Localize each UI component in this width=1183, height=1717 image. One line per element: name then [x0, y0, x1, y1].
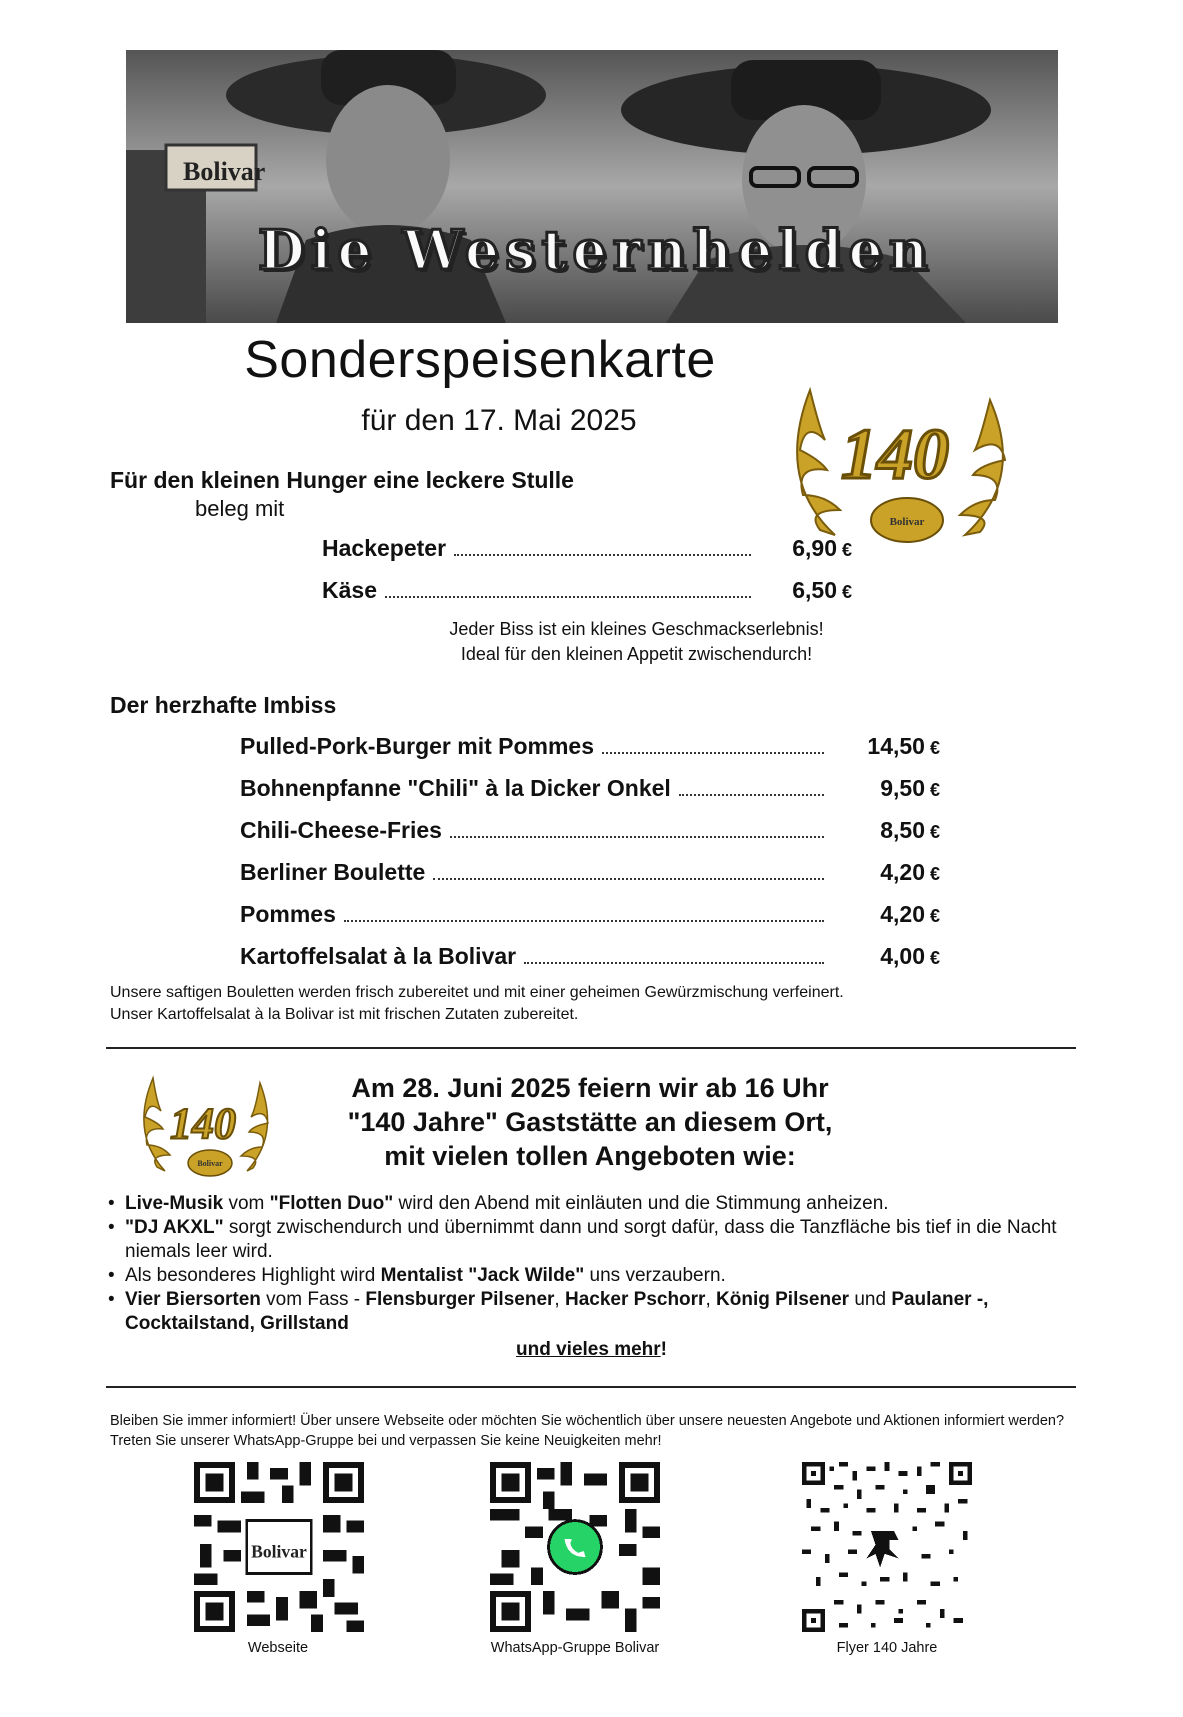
info-text: Bleiben Sie immer informiert! Über unsere Webseite oder möchten Sie wöchentlich über unsere neuesten Angebote und Aktionen informiert werden? Treten Sie unserer WhatsApp-Gruppe bei und verpassen Sie keine Neuigkeiten mehr!: [110, 1413, 1065, 1449]
page-subtitle: für den 17. Mai 2025: [361, 404, 637, 437]
section1-subheading: beleg mit: [195, 496, 285, 521]
banner-image: [126, 50, 1058, 323]
badge-name: Bolivar: [889, 516, 925, 528]
leader-dots: [450, 836, 824, 838]
list-item: • "DJ AKXL" sorgt zwischendurch und übernimmt dann und sorgt dafür, dass die Tanzfläche bis tief in die Nacht niemals leer wird.: [108, 1216, 1068, 1264]
leader-dots: [385, 596, 751, 598]
item-name: Hackepeter: [322, 535, 447, 561]
whatsapp-icon: [549, 1521, 602, 1574]
item-name: Bohnenpfanne "Chili" à la Dicker Onkel: [240, 775, 671, 801]
badge-number: 140: [841, 414, 949, 494]
event-heading: Am 28. Juni 2025 feiern wir ab 16 Uhr "140 Jahre" Gaststätte an diesem Ort, mit vielen tollen Angeboten wie:: [347, 1073, 833, 1171]
item-price: 4,20 €: [880, 901, 940, 927]
menu-item: [322, 535, 852, 562]
list-item: • Live-Musik vom "Flotten Duo" wird den Abend mit einläuten und die Stimmung anheizen.: [108, 1192, 1068, 1216]
item-name: Kartoffelsalat à la Bolivar: [240, 943, 517, 969]
menu-item: [240, 775, 940, 802]
item-name: Käse: [322, 577, 377, 603]
item-price: 6,90 €: [792, 535, 852, 561]
item-name: Berliner Boulette: [240, 859, 426, 885]
anniversary-badge-small: [125, 1063, 285, 1183]
divider: [106, 1047, 1076, 1049]
menu-item: [240, 733, 940, 760]
leader-dots: [524, 962, 824, 964]
sign-text: Bolivar: [183, 157, 266, 186]
qr-label: Webseite: [247, 1640, 309, 1656]
badge-name-small: Bolivar: [197, 1159, 223, 1168]
banner-caption: Die Westernhelden: [257, 218, 934, 282]
list-item: • Vier Biersorten vom Fass - Flensburger Pilsener, Hacker Pschorr, König Pilsener und Paulaner -, Cocktailstand, Grillstand: [108, 1288, 1068, 1336]
leader-dots: [344, 920, 824, 922]
item-name: Chili-Cheese-Fries: [240, 817, 442, 843]
qr-flyer[interactable]: [802, 1462, 972, 1637]
section2-note: Unsere saftigen Bouletten werden frisch zubereitet und mit einer geheimen Gewürzmischung verfeinert. Unser Kartoffelsalat à la Bolivar ist mit frischen Zutaten zubereitet.: [110, 984, 844, 1023]
item-name: Pulled-Pork-Burger mit Pommes: [240, 733, 595, 759]
item-price: 14,50 €: [867, 733, 940, 759]
qr-label: WhatsApp-Gruppe Bolivar: [490, 1640, 660, 1656]
item-price: 6,50 €: [792, 577, 852, 603]
qr-whatsapp[interactable]: [490, 1462, 660, 1637]
leader-dots: [433, 878, 824, 880]
leader-dots: [454, 554, 751, 556]
item-price: 9,50 €: [880, 775, 940, 801]
menu-item: [240, 943, 940, 970]
event-bullets: [108, 1192, 1068, 1336]
menu-item: [322, 577, 852, 604]
menu-item: [240, 901, 940, 928]
section2-heading: Der herzhafte Imbiss: [110, 692, 337, 718]
leader-dots: [679, 794, 824, 796]
divider: [106, 1386, 1076, 1388]
westernhelden-photo: [126, 50, 1058, 323]
section1-note: Jeder Biss ist ein kleines Geschmackserlebnis! Ideal für den kleinen Appetit zwischendurch!: [449, 619, 824, 664]
list-item: • Als besonderes Highlight wird Mentalist "Jack Wilde" uns verzaubern.: [108, 1264, 1068, 1288]
item-price: 4,20 €: [880, 859, 940, 885]
item-price: 4,00 €: [880, 943, 940, 969]
page-title: Sonderspeisenkarte: [244, 331, 716, 389]
more-text: und vieles mehr!: [516, 1339, 667, 1360]
section1-heading: Für den kleinen Hunger eine leckere Stulle: [110, 467, 574, 493]
qr-webseite[interactable]: [194, 1462, 364, 1637]
menu-item: [240, 859, 940, 886]
anniversary-badge: [765, 360, 1035, 560]
item-price: 8,50 €: [880, 817, 940, 843]
qr-label: Flyer 140 Jahre: [836, 1640, 938, 1656]
item-name: Pommes: [240, 901, 336, 927]
leader-dots: [602, 752, 824, 754]
menu-item: [240, 817, 940, 844]
qr-center-text: Bolivar: [251, 1541, 307, 1562]
badge-number-small: 140: [170, 1099, 236, 1148]
